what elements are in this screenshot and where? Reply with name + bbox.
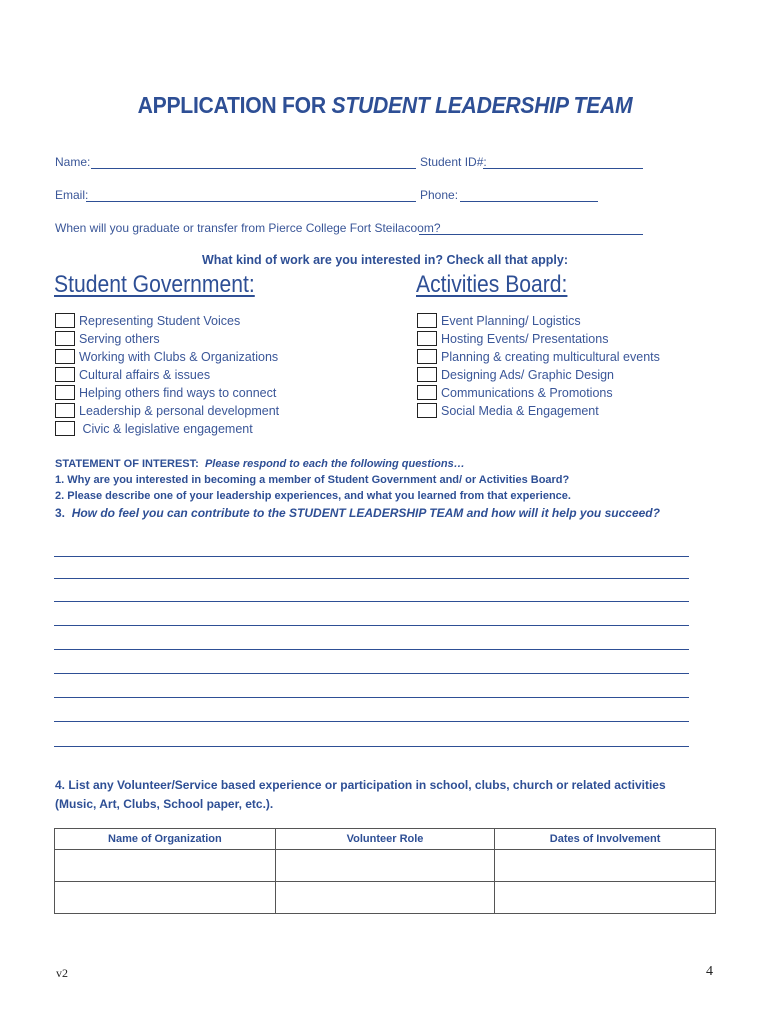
activities-board-heading: Activities Board: <box>416 271 568 298</box>
response-line[interactable] <box>54 697 689 698</box>
checkbox-event-planning[interactable] <box>417 313 437 328</box>
checkbox-hosting-events[interactable] <box>417 331 437 346</box>
column-header-dates: Dates of Involvement <box>495 829 716 850</box>
table-cell-organization[interactable] <box>55 850 276 882</box>
column-header-role: Volunteer Role <box>275 829 494 850</box>
response-line[interactable] <box>54 578 689 579</box>
statement-heading <box>55 458 465 470</box>
graduate-field[interactable] <box>419 234 643 235</box>
statement-label: STATEMENT OF INTEREST: <box>55 458 199 470</box>
table-cell-dates[interactable] <box>495 850 716 882</box>
option-label: Event Planning/ Logistics <box>441 314 581 328</box>
checkbox-clubs-organizations[interactable] <box>55 349 75 364</box>
option-label: Cultural affairs & issues <box>79 368 211 382</box>
volunteer-table <box>54 828 716 914</box>
option-label: Leadership & personal development <box>79 404 280 418</box>
response-line[interactable] <box>54 601 689 602</box>
checkbox-graphic-design[interactable] <box>417 367 437 382</box>
email-field[interactable] <box>86 201 416 202</box>
checkbox-multicultural-events[interactable] <box>417 349 437 364</box>
question-4 <box>55 776 666 814</box>
question-3-number: 3. <box>55 506 66 520</box>
table-cell-role[interactable] <box>275 882 494 914</box>
statement-instruction: Please respond to each the following questions… <box>204 458 465 470</box>
checkbox-helping-others-connect[interactable] <box>55 385 75 400</box>
option-label: Communications & Promotions <box>441 386 613 400</box>
page-title <box>31 92 739 119</box>
response-line[interactable] <box>54 556 689 557</box>
table-header-row <box>55 829 716 850</box>
question-1: 1. Why are you interested in becoming a member of Student Government and/ or Activities Board? <box>55 474 570 486</box>
response-line[interactable] <box>54 673 689 674</box>
graduate-label: When will you graduate or transfer from Pierce College Fort Steilacoom? <box>55 221 441 235</box>
checkbox-serving-others[interactable] <box>55 331 75 346</box>
table-cell-dates[interactable] <box>495 882 716 914</box>
question-3-text: How do feel you can contribute to the STUDENT LEADERSHIP TEAM and how will it help you succeed? <box>71 506 660 520</box>
version-label: v2 <box>56 966 68 980</box>
option-label: Representing Student Voices <box>79 314 241 328</box>
student-id-label: Student ID#: <box>420 155 487 169</box>
title-prefix: APPLICATION FOR <box>137 92 332 118</box>
table-cell-organization[interactable] <box>55 882 276 914</box>
option-label: Civic & legislative engagement <box>79 422 253 436</box>
checkbox-leadership-development[interactable] <box>55 403 75 418</box>
table-row <box>55 882 716 914</box>
checkbox-representing-student-voices[interactable] <box>55 313 75 328</box>
option-label: Planning & creating multicultural events <box>441 350 660 364</box>
option-label: Designing Ads/ Graphic Design <box>441 368 615 382</box>
table-row <box>55 850 716 882</box>
option-label: Helping others find ways to connect <box>79 386 277 400</box>
student-id-field[interactable] <box>483 168 643 169</box>
name-field[interactable] <box>91 168 416 169</box>
option-label: Working with Clubs & Organizations <box>79 350 279 364</box>
checkbox-social-media[interactable] <box>417 403 437 418</box>
response-line[interactable] <box>54 649 689 650</box>
title-emphasis: STUDENT LEADERSHIP TEAM <box>331 92 633 118</box>
phone-field[interactable] <box>460 201 598 202</box>
checkbox-communications[interactable] <box>417 385 437 400</box>
question-2: 2. Please describe one of your leadership experiences, and what you learned from that experience. <box>55 490 571 502</box>
page-number: 4 <box>706 964 713 979</box>
option-label: Social Media & Engagement <box>441 404 599 418</box>
column-header-organization: Name of Organization <box>55 829 276 850</box>
response-line[interactable] <box>54 746 689 747</box>
checkbox-civic-legislative[interactable] <box>55 421 75 436</box>
email-label: Email: <box>55 188 89 202</box>
interest-prompt: What kind of work are you interested in? Check all that apply: <box>201 253 569 267</box>
checkbox-cultural-affairs[interactable] <box>55 367 75 382</box>
option-label: Serving others <box>79 332 160 346</box>
response-line[interactable] <box>54 721 689 722</box>
question-3 <box>55 506 660 520</box>
response-line[interactable] <box>54 625 689 626</box>
question-4-line-2: (Music, Art, Clubs, School paper, etc.). <box>55 797 274 811</box>
option-label: Hosting Events/ Presentations <box>441 332 609 346</box>
phone-label: Phone: <box>420 188 459 202</box>
student-government-heading: Student Government: <box>54 271 255 298</box>
table-cell-role[interactable] <box>275 850 494 882</box>
name-label: Name: <box>55 155 91 169</box>
question-4-line-1: 4. List any Volunteer/Service based experience or participation in school, clubs, church or related activities <box>55 778 666 792</box>
